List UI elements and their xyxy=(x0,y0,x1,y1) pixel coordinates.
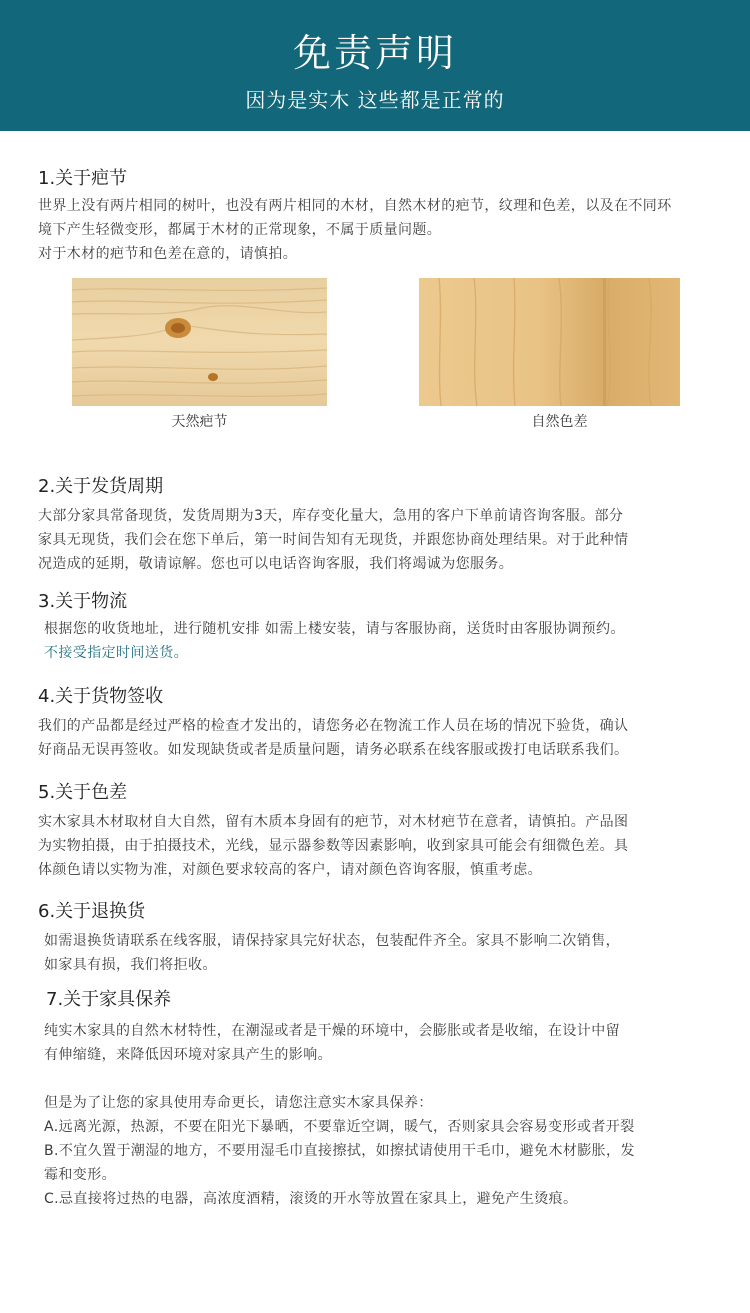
section-receipt xyxy=(0,684,750,762)
section-shipping xyxy=(0,474,750,576)
image-caption: 自然色差 xyxy=(531,414,588,430)
list-item: B.不宜久置于潮湿的地方，不要用湿毛巾直接擦拭，如擦拭请使用干毛巾，避免木材膨胀，发 xyxy=(44,1143,635,1159)
list-item: C.忌直接将过热的电器，高浓度酒精，滚烫的开水等放置在家具上，避免产生烫痕。 xyxy=(44,1191,578,1207)
section-text: 纯实木家具的自然木材特性，在潮湿或者是干燥的环境中，会膨胀或者是收缩，在设计中留 有伸缩缝，来降低因环境对家具产生的影响。 xyxy=(44,1023,620,1063)
section-text: 根据您的收货地址，进行随机安排 如需上楼安装，请与客服协商，送货时由客服协调预约。 不接受指定时间送货。 xyxy=(44,621,625,661)
section-color-difference xyxy=(0,780,750,882)
section-text: 世界上没有两片相同的树叶，也没有两片相同的木材，自然木材的疤节，纹理和色差，以及在不同环 境下产生轻微变形，都属于木材的正常现象，不属于质量问题。 对于木材的疤节和色差在意的，请慎拍。 xyxy=(38,198,672,262)
section-text: 大部分家具常备现货，发货周期为3天，库存变化量大，急用的客户下单前请咨询客服。部分 家具无现货，我们会在您下单后，第一时间告知有无现货，并跟您协商处理结果。对于此种情 况造成的延期，敬请谅解。您也可以电话咨询客服，我们将竭诚为您服务。 xyxy=(38,508,629,572)
section-heading: 6.关于退换货 xyxy=(38,901,146,922)
delivery-note: 不接受指定时间送货。 xyxy=(44,645,188,661)
section-heading: 5.关于色差 xyxy=(38,782,128,803)
section-text: 如需退换货请联系在线客服，请保持家具完好状态，包装配件齐全。家具不影响二次销售， 如家具有损，我们将拒收。 xyxy=(44,933,620,973)
section-heading: 1.关于疤节 xyxy=(38,168,128,189)
page-subtitle: 因为是实木 这些都是正常的 xyxy=(245,88,505,112)
maintenance-intro: 但是为了让您的家具使用寿命更长，请您注意实木家具保养： xyxy=(44,1095,433,1111)
section-logistics xyxy=(0,589,750,665)
section-heading: 4.关于货物签收 xyxy=(38,686,164,707)
header-banner xyxy=(0,0,750,131)
section-heading: 2.关于发货周期 xyxy=(38,476,164,497)
page-title: 免责声明 xyxy=(292,31,457,75)
section-knots xyxy=(0,166,750,266)
image-caption: 天然疤节 xyxy=(171,414,228,430)
section-maintenance xyxy=(0,987,750,1211)
wood-knot-image xyxy=(72,278,327,406)
section-returns xyxy=(0,899,750,977)
section-text: 我们的产品都是经过严格的检查才发出的，请您务必在物流工作人员在场的情况下验货，确认 好商品无误再签收。如发现缺货或者是质量问题，请务必联系在线客服或拨打电话联系我们。 xyxy=(38,718,629,758)
maintenance-list xyxy=(0,1091,750,1211)
list-item: A.远离光源，热源，不要在阳光下暴晒，不要靠近空调，暖气，否则家具会容易变形或者开裂 xyxy=(44,1119,635,1135)
section-heading: 7.关于家具保养 xyxy=(46,989,172,1010)
list-item: 霉和变形。 xyxy=(44,1167,116,1183)
wood-color-image xyxy=(419,278,680,406)
section-heading: 3.关于物流 xyxy=(38,591,128,612)
section-text: 实木家具木材取材自大自然，留有木质本身固有的疤节，对木材疤节在意者，请慎拍。产品图 为实物拍摄，由于拍摄技术，光线，显示器参数等因素影响，收到家具可能会有细微色差。具 体颜色请以实物为准，对颜色要求较高的客户，请对颜色咨询客服，慎重考虑。 xyxy=(38,814,629,878)
